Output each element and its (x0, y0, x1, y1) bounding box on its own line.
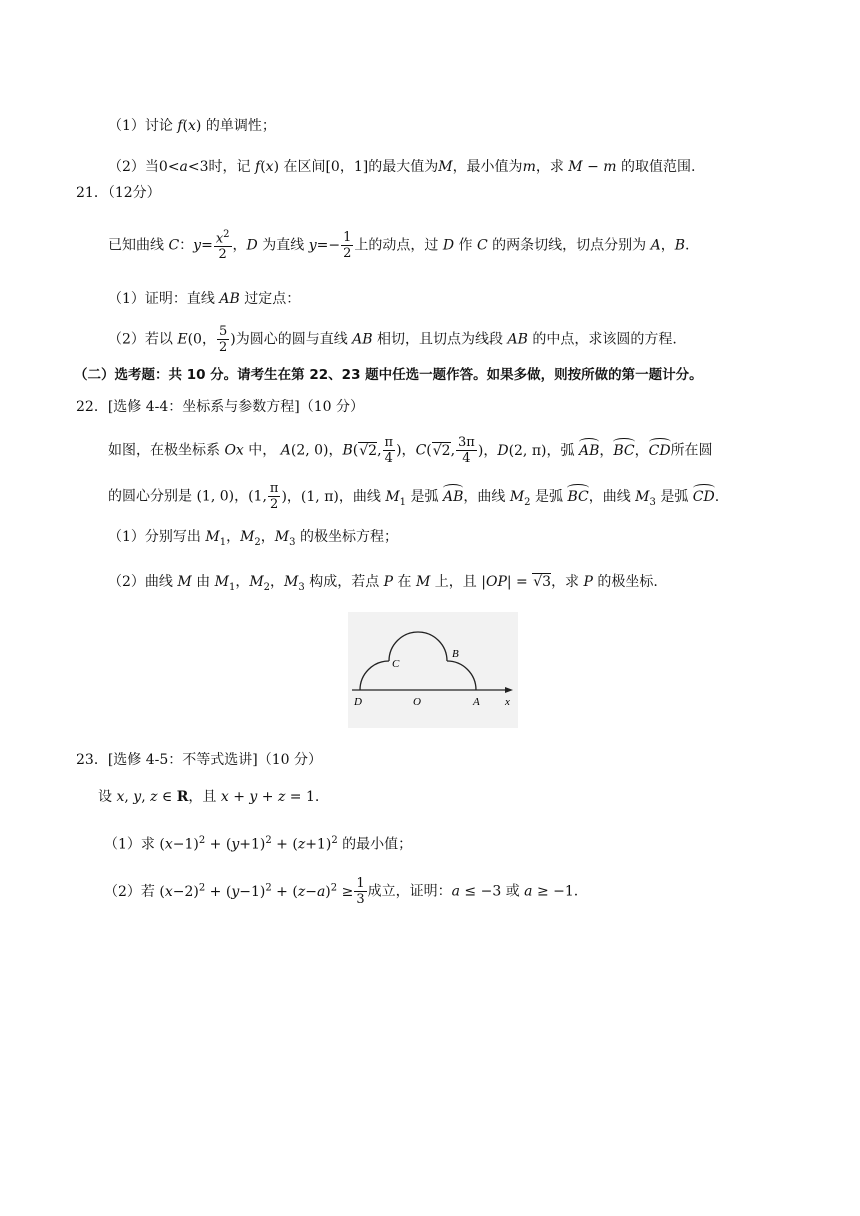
q22-part2: （2）曲线 M 由 $M_1$，$M_2$，$M_3$ 构成，若点 P 在 M 上，且 |OP| = √3，求 P 的极坐标. (108, 574, 658, 593)
label-a: A (473, 696, 480, 708)
q21-part1: （1）证明：直线 AB 过定点： (108, 291, 301, 307)
q22-stem-line2: 的圆心分别是 (1, 0)，(1, $\frac{\pi}{2}$ )，(1, π)，曲线 $M_1$ 是弧 AB，曲线 $M_2$ 是弧 BC，曲线 $M_3$ 是弧 CD. (108, 481, 720, 512)
fraction: $\frac{1}{3}$ (356, 876, 365, 907)
label-x: x (505, 696, 510, 708)
fraction: $\frac{x^2}{2}$ (215, 229, 230, 263)
q21-header: 21．（12分） (76, 185, 161, 201)
fraction: $\frac{\pi}{2}$ (269, 481, 279, 512)
q23-part1: （1）求 $(x-1)^2 + (y+1)^2 + (z+1)^2$ 的最小值； (104, 835, 413, 853)
q22-header: 22．[选修 4-4：坐标系与参数方程]（10 分） (76, 399, 364, 415)
label-o: O (413, 696, 421, 708)
q20-part2: （2）当0<a<3时，记 f(x) 在区间[0，1]的最大值为M，最小值为m，求 M − m 的取值范围. (108, 159, 696, 175)
fraction: $\frac{\pi}{4}$ (384, 435, 394, 466)
q23-part2: （2）若 $(x-2)^2 + (y-1)^2 + (z-a)^2$ ≥ $\frac{1}{3}$ 成立，证明：a ≤ −3 或 a ≥ −1. (104, 876, 579, 907)
q23-stem: 设 x, y, z ∈ R，且 x + y + z = 1. (98, 789, 320, 805)
label-b: B (452, 648, 459, 660)
q20-part1: （1）讨论 f(x) 的单调性； (108, 118, 276, 134)
label-c: C (392, 658, 400, 670)
q23-header: 23．[选修 4-5：不等式选讲]（10 分） (76, 752, 322, 768)
q22-part1: （1）分别写出 $M_1$，$M_2$，$M_3$ 的极坐标方程； (108, 529, 398, 548)
fraction: $\frac{1}{2}$ (343, 230, 352, 262)
fraction: $\frac{5}{2}$ (218, 324, 228, 355)
q21-stem: 已知曲线 C：y= $\frac{x^2}{2}$ ，D 为直线 y=− $\frac{1}{2}$ 上的动点，过 D 作 C 的两条切线，切点分别为 A，B. (108, 229, 690, 263)
polar-curve-figure (348, 612, 518, 728)
label-d: D (354, 696, 362, 708)
q21-part2: （2）若以 E(0， $\frac{5}{2}$ )为圆心的圆与直线 AB 相切，且切点为线段 AB 的中点，求该圆的方程. (108, 324, 677, 355)
fraction: $\frac{3\pi}{4}$ (458, 435, 475, 466)
q22-stem-line1: 如图，在极坐标系 Ox 中， A(2, 0)，B(√2, $\frac{\pi}{4}$ )，C(√2, $\frac{3\pi}{4}$ )，D(2, π)，弧 AB，BC，CD所在圆 (108, 435, 713, 466)
section-title: （二）选考题：共 10 分。请考生在第 22、23 题中任选一题作答。如果多做，则按所做的第一题计分。 (74, 367, 703, 383)
